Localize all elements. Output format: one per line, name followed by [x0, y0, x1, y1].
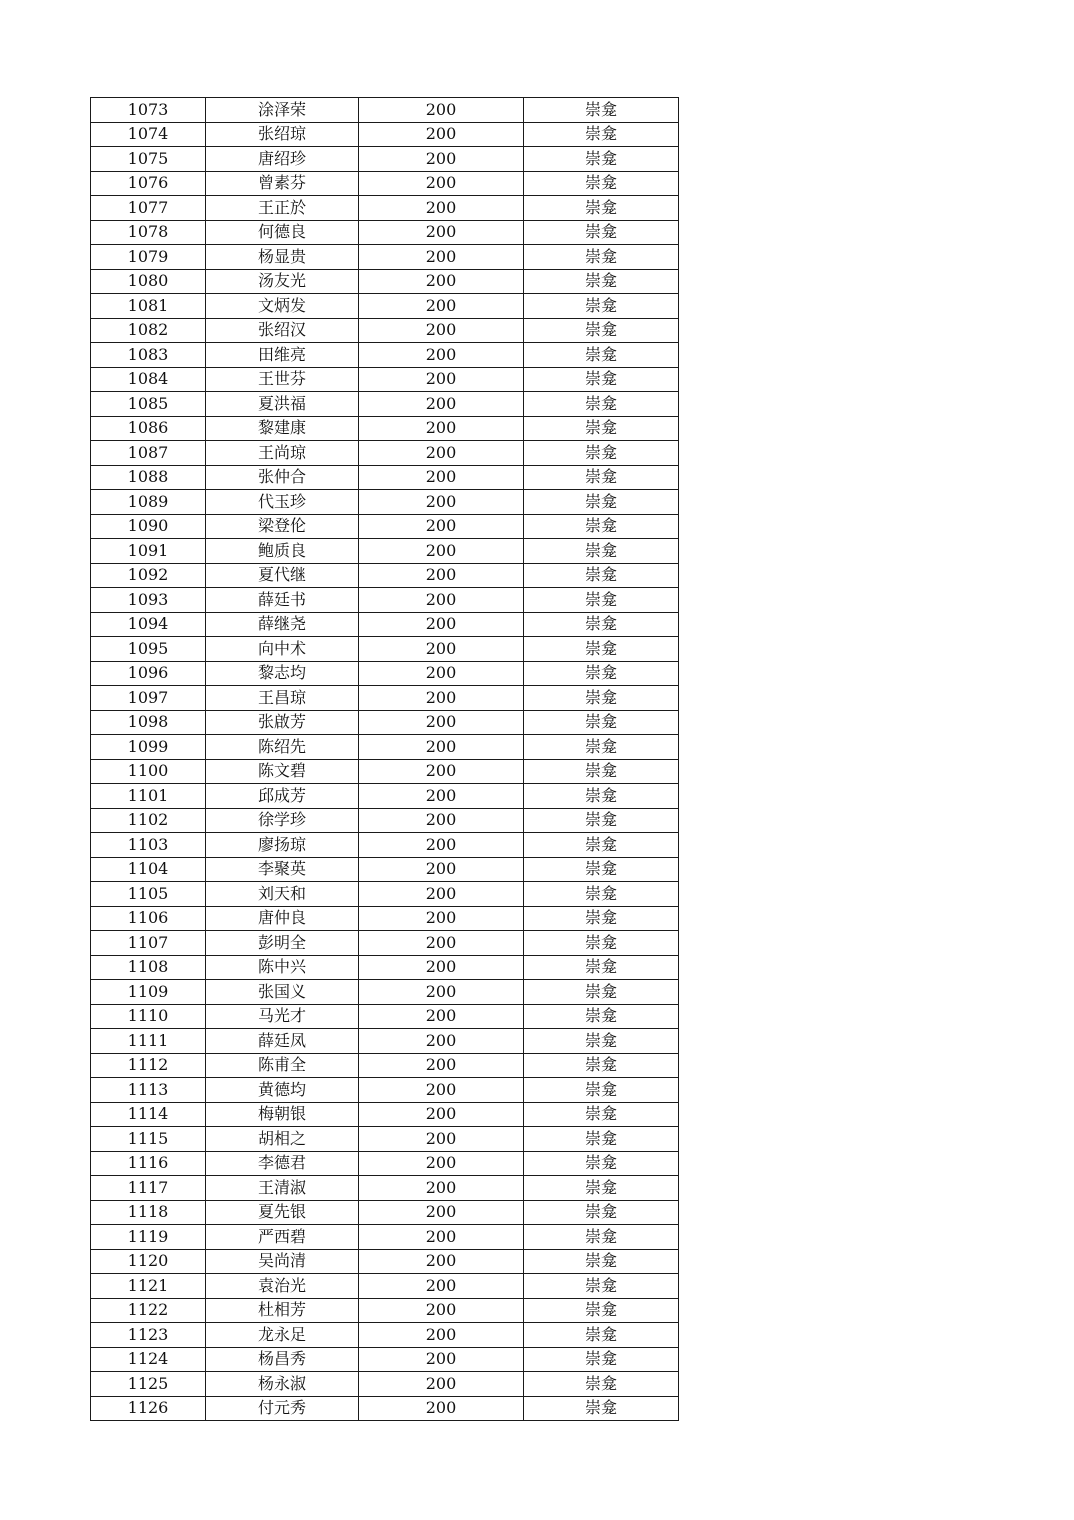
amount-cell: 200: [359, 1151, 524, 1176]
row-number-cell: 1076: [91, 171, 206, 196]
table-row: [91, 269, 679, 294]
name-cell: 梅朝银: [206, 1102, 359, 1127]
location-cell: 崇龛: [524, 171, 679, 196]
location-cell: 崇龛: [524, 906, 679, 931]
amount-cell: 200: [359, 661, 524, 686]
location-cell: 崇龛: [524, 1004, 679, 1029]
name-cell: 廖扬琼: [206, 833, 359, 858]
name-cell: 杨永淑: [206, 1372, 359, 1397]
name-cell: 龙永足: [206, 1323, 359, 1348]
table-row: [91, 196, 679, 221]
table-row: [91, 343, 679, 368]
name-cell: 夏代继: [206, 563, 359, 588]
amount-cell: 200: [359, 98, 524, 123]
row-number-cell: 1123: [91, 1323, 206, 1348]
location-cell: 崇龛: [524, 1396, 679, 1421]
row-number-cell: 1114: [91, 1102, 206, 1127]
row-number-cell: 1092: [91, 563, 206, 588]
name-cell: 梁登伦: [206, 514, 359, 539]
table-row: [91, 833, 679, 858]
location-cell: 崇龛: [524, 1298, 679, 1323]
location-cell: 崇龛: [524, 98, 679, 123]
table-row: [91, 1323, 679, 1348]
table-row: [91, 955, 679, 980]
name-cell: 薛廷书: [206, 588, 359, 613]
row-number-cell: 1089: [91, 490, 206, 515]
name-cell: 马光才: [206, 1004, 359, 1029]
name-cell: 黎志均: [206, 661, 359, 686]
table-row: [91, 171, 679, 196]
table-row: [91, 539, 679, 564]
table-row: [91, 294, 679, 319]
amount-cell: 200: [359, 416, 524, 441]
name-cell: 薛继尧: [206, 612, 359, 637]
amount-cell: 200: [359, 1249, 524, 1274]
name-cell: 曾素芬: [206, 171, 359, 196]
table-row: [91, 1127, 679, 1152]
location-cell: 崇龛: [524, 1029, 679, 1054]
amount-cell: 200: [359, 1053, 524, 1078]
name-cell: 鲍质良: [206, 539, 359, 564]
location-cell: 崇龛: [524, 1225, 679, 1250]
location-cell: 崇龛: [524, 1372, 679, 1397]
name-cell: 张绍琼: [206, 122, 359, 147]
table-row: [91, 1396, 679, 1421]
row-number-cell: 1115: [91, 1127, 206, 1152]
row-number-cell: 1084: [91, 367, 206, 392]
row-number-cell: 1093: [91, 588, 206, 613]
row-number-cell: 1078: [91, 220, 206, 245]
row-number-cell: 1122: [91, 1298, 206, 1323]
row-number-cell: 1108: [91, 955, 206, 980]
location-cell: 崇龛: [524, 808, 679, 833]
row-number-cell: 1104: [91, 857, 206, 882]
location-cell: 崇龛: [524, 686, 679, 711]
name-cell: 付元秀: [206, 1396, 359, 1421]
name-cell: 王清淑: [206, 1176, 359, 1201]
amount-cell: 200: [359, 490, 524, 515]
location-cell: 崇龛: [524, 784, 679, 809]
location-cell: 崇龛: [524, 441, 679, 466]
table-row: [91, 465, 679, 490]
table-row: [91, 1298, 679, 1323]
location-cell: 崇龛: [524, 931, 679, 956]
name-cell: 彭明全: [206, 931, 359, 956]
location-cell: 崇龛: [524, 882, 679, 907]
table-row: [91, 759, 679, 784]
row-number-cell: 1080: [91, 269, 206, 294]
amount-cell: 200: [359, 147, 524, 172]
row-number-cell: 1117: [91, 1176, 206, 1201]
location-cell: 崇龛: [524, 294, 679, 319]
amount-cell: 200: [359, 343, 524, 368]
name-cell: 王世芬: [206, 367, 359, 392]
row-number-cell: 1118: [91, 1200, 206, 1225]
row-number-cell: 1101: [91, 784, 206, 809]
row-number-cell: 1086: [91, 416, 206, 441]
location-cell: 崇龛: [524, 612, 679, 637]
row-number-cell: 1081: [91, 294, 206, 319]
location-cell: 崇龛: [524, 833, 679, 858]
name-cell: 王正於: [206, 196, 359, 221]
row-number-cell: 1105: [91, 882, 206, 907]
table-body: [91, 98, 679, 1421]
name-cell: 唐仲良: [206, 906, 359, 931]
name-cell: 杜相芳: [206, 1298, 359, 1323]
row-number-cell: 1126: [91, 1396, 206, 1421]
row-number-cell: 1074: [91, 122, 206, 147]
amount-cell: 200: [359, 269, 524, 294]
location-cell: 崇龛: [524, 220, 679, 245]
location-cell: 崇龛: [524, 465, 679, 490]
name-cell: 李德君: [206, 1151, 359, 1176]
amount-cell: 200: [359, 220, 524, 245]
row-number-cell: 1109: [91, 980, 206, 1005]
amount-cell: 200: [359, 735, 524, 760]
amount-cell: 200: [359, 882, 524, 907]
table-row: [91, 416, 679, 441]
name-cell: 何德良: [206, 220, 359, 245]
name-cell: 王尚琼: [206, 441, 359, 466]
name-cell: 杨昌秀: [206, 1347, 359, 1372]
name-cell: 张绍汉: [206, 318, 359, 343]
name-cell: 吴尚清: [206, 1249, 359, 1274]
amount-cell: 200: [359, 245, 524, 270]
table-row: [91, 882, 679, 907]
location-cell: 崇龛: [524, 1274, 679, 1299]
table-row: [91, 661, 679, 686]
name-cell: 夏先银: [206, 1200, 359, 1225]
amount-cell: 200: [359, 637, 524, 662]
amount-cell: 200: [359, 1274, 524, 1299]
name-cell: 陈中兴: [206, 955, 359, 980]
amount-cell: 200: [359, 1102, 524, 1127]
row-number-cell: 1125: [91, 1372, 206, 1397]
location-cell: 崇龛: [524, 710, 679, 735]
name-cell: 邱成芳: [206, 784, 359, 809]
row-number-cell: 1107: [91, 931, 206, 956]
table-row: [91, 122, 679, 147]
location-cell: 崇龛: [524, 367, 679, 392]
location-cell: 崇龛: [524, 637, 679, 662]
table-row: [91, 784, 679, 809]
row-number-cell: 1116: [91, 1151, 206, 1176]
amount-cell: 200: [359, 980, 524, 1005]
location-cell: 崇龛: [524, 196, 679, 221]
amount-cell: 200: [359, 1004, 524, 1029]
table-row: [91, 1249, 679, 1274]
name-cell: 李聚英: [206, 857, 359, 882]
amount-cell: 200: [359, 465, 524, 490]
amount-cell: 200: [359, 686, 524, 711]
data-table: [90, 97, 679, 1421]
row-number-cell: 1113: [91, 1078, 206, 1103]
amount-cell: 200: [359, 514, 524, 539]
location-cell: 崇龛: [524, 1323, 679, 1348]
table-row: [91, 490, 679, 515]
location-cell: 崇龛: [524, 392, 679, 417]
table-row: [91, 392, 679, 417]
amount-cell: 200: [359, 710, 524, 735]
name-cell: 汤友光: [206, 269, 359, 294]
row-number-cell: 1082: [91, 318, 206, 343]
table-row: [91, 588, 679, 613]
name-cell: 文炳发: [206, 294, 359, 319]
name-cell: 黄德均: [206, 1078, 359, 1103]
amount-cell: 200: [359, 122, 524, 147]
table-row: [91, 245, 679, 270]
location-cell: 崇龛: [524, 514, 679, 539]
name-cell: 陈甫全: [206, 1053, 359, 1078]
name-cell: 夏洪福: [206, 392, 359, 417]
row-number-cell: 1103: [91, 833, 206, 858]
table-row: [91, 1078, 679, 1103]
row-number-cell: 1085: [91, 392, 206, 417]
amount-cell: 200: [359, 1396, 524, 1421]
table-row: [91, 367, 679, 392]
location-cell: 崇龛: [524, 318, 679, 343]
amount-cell: 200: [359, 1176, 524, 1201]
location-cell: 崇龛: [524, 1347, 679, 1372]
table-row: [91, 931, 679, 956]
row-number-cell: 1096: [91, 661, 206, 686]
table-row: [91, 857, 679, 882]
table-row: [91, 1372, 679, 1397]
row-number-cell: 1073: [91, 98, 206, 123]
location-cell: 崇龛: [524, 759, 679, 784]
name-cell: 向中术: [206, 637, 359, 662]
row-number-cell: 1100: [91, 759, 206, 784]
amount-cell: 200: [359, 171, 524, 196]
name-cell: 涂泽荣: [206, 98, 359, 123]
amount-cell: 200: [359, 1078, 524, 1103]
table-row: [91, 147, 679, 172]
amount-cell: 200: [359, 318, 524, 343]
amount-cell: 200: [359, 931, 524, 956]
row-number-cell: 1119: [91, 1225, 206, 1250]
table-row: [91, 686, 679, 711]
table-row: [91, 514, 679, 539]
amount-cell: 200: [359, 1298, 524, 1323]
location-cell: 崇龛: [524, 269, 679, 294]
row-number-cell: 1112: [91, 1053, 206, 1078]
location-cell: 崇龛: [524, 147, 679, 172]
location-cell: 崇龛: [524, 539, 679, 564]
table-row: [91, 612, 679, 637]
row-number-cell: 1110: [91, 1004, 206, 1029]
table-row: [91, 637, 679, 662]
table-row: [91, 1004, 679, 1029]
table-row: [91, 1053, 679, 1078]
row-number-cell: 1095: [91, 637, 206, 662]
name-cell: 刘天和: [206, 882, 359, 907]
amount-cell: 200: [359, 906, 524, 931]
name-cell: 张国义: [206, 980, 359, 1005]
table-row: [91, 563, 679, 588]
location-cell: 崇龛: [524, 416, 679, 441]
amount-cell: 200: [359, 955, 524, 980]
amount-cell: 200: [359, 563, 524, 588]
location-cell: 崇龛: [524, 1176, 679, 1201]
location-cell: 崇龛: [524, 1249, 679, 1274]
amount-cell: 200: [359, 1323, 524, 1348]
row-number-cell: 1094: [91, 612, 206, 637]
location-cell: 崇龛: [524, 1127, 679, 1152]
amount-cell: 200: [359, 1127, 524, 1152]
table-row: [91, 1347, 679, 1372]
table-row: [91, 318, 679, 343]
name-cell: 薛廷凤: [206, 1029, 359, 1054]
amount-cell: 200: [359, 441, 524, 466]
table-row: [91, 1225, 679, 1250]
row-number-cell: 1106: [91, 906, 206, 931]
row-number-cell: 1120: [91, 1249, 206, 1274]
table-row: [91, 1029, 679, 1054]
row-number-cell: 1102: [91, 808, 206, 833]
table-row: [91, 98, 679, 123]
name-cell: 陈绍先: [206, 735, 359, 760]
name-cell: 徐学珍: [206, 808, 359, 833]
row-number-cell: 1083: [91, 343, 206, 368]
location-cell: 崇龛: [524, 980, 679, 1005]
name-cell: 陈文碧: [206, 759, 359, 784]
location-cell: 崇龛: [524, 1151, 679, 1176]
row-number-cell: 1098: [91, 710, 206, 735]
table-row: [91, 735, 679, 760]
location-cell: 崇龛: [524, 1053, 679, 1078]
location-cell: 崇龛: [524, 588, 679, 613]
location-cell: 崇龛: [524, 245, 679, 270]
location-cell: 崇龛: [524, 563, 679, 588]
row-number-cell: 1091: [91, 539, 206, 564]
amount-cell: 200: [359, 588, 524, 613]
row-number-cell: 1097: [91, 686, 206, 711]
amount-cell: 200: [359, 1225, 524, 1250]
table-row: [91, 1102, 679, 1127]
location-cell: 崇龛: [524, 122, 679, 147]
row-number-cell: 1077: [91, 196, 206, 221]
row-number-cell: 1121: [91, 1274, 206, 1299]
location-cell: 崇龛: [524, 490, 679, 515]
row-number-cell: 1075: [91, 147, 206, 172]
name-cell: 唐绍珍: [206, 147, 359, 172]
table-row: [91, 980, 679, 1005]
table-row: [91, 710, 679, 735]
name-cell: 严西碧: [206, 1225, 359, 1250]
table-row: [91, 1151, 679, 1176]
name-cell: 黎建康: [206, 416, 359, 441]
name-cell: 杨显贵: [206, 245, 359, 270]
amount-cell: 200: [359, 294, 524, 319]
table-row: [91, 1176, 679, 1201]
row-number-cell: 1099: [91, 735, 206, 760]
amount-cell: 200: [359, 539, 524, 564]
row-number-cell: 1088: [91, 465, 206, 490]
table-row: [91, 441, 679, 466]
amount-cell: 200: [359, 784, 524, 809]
name-cell: 张啟芳: [206, 710, 359, 735]
row-number-cell: 1090: [91, 514, 206, 539]
amount-cell: 200: [359, 367, 524, 392]
location-cell: 崇龛: [524, 857, 679, 882]
amount-cell: 200: [359, 759, 524, 784]
location-cell: 崇龛: [524, 343, 679, 368]
amount-cell: 200: [359, 857, 524, 882]
table-row: [91, 906, 679, 931]
row-number-cell: 1079: [91, 245, 206, 270]
table-row: [91, 220, 679, 245]
amount-cell: 200: [359, 612, 524, 637]
amount-cell: 200: [359, 1347, 524, 1372]
row-number-cell: 1087: [91, 441, 206, 466]
amount-cell: 200: [359, 196, 524, 221]
location-cell: 崇龛: [524, 661, 679, 686]
name-cell: 胡相之: [206, 1127, 359, 1152]
name-cell: 代玉珍: [206, 490, 359, 515]
location-cell: 崇龛: [524, 1200, 679, 1225]
location-cell: 崇龛: [524, 955, 679, 980]
location-cell: 崇龛: [524, 1078, 679, 1103]
location-cell: 崇龛: [524, 735, 679, 760]
name-cell: 田维亮: [206, 343, 359, 368]
table-row: [91, 808, 679, 833]
location-cell: 崇龛: [524, 1102, 679, 1127]
name-cell: 袁治光: [206, 1274, 359, 1299]
table-row: [91, 1274, 679, 1299]
table-row: [91, 1200, 679, 1225]
row-number-cell: 1111: [91, 1029, 206, 1054]
amount-cell: 200: [359, 1372, 524, 1397]
name-cell: 张仲合: [206, 465, 359, 490]
row-number-cell: 1124: [91, 1347, 206, 1372]
amount-cell: 200: [359, 833, 524, 858]
name-cell: 王昌琼: [206, 686, 359, 711]
amount-cell: 200: [359, 1200, 524, 1225]
amount-cell: 200: [359, 1029, 524, 1054]
amount-cell: 200: [359, 392, 524, 417]
amount-cell: 200: [359, 808, 524, 833]
